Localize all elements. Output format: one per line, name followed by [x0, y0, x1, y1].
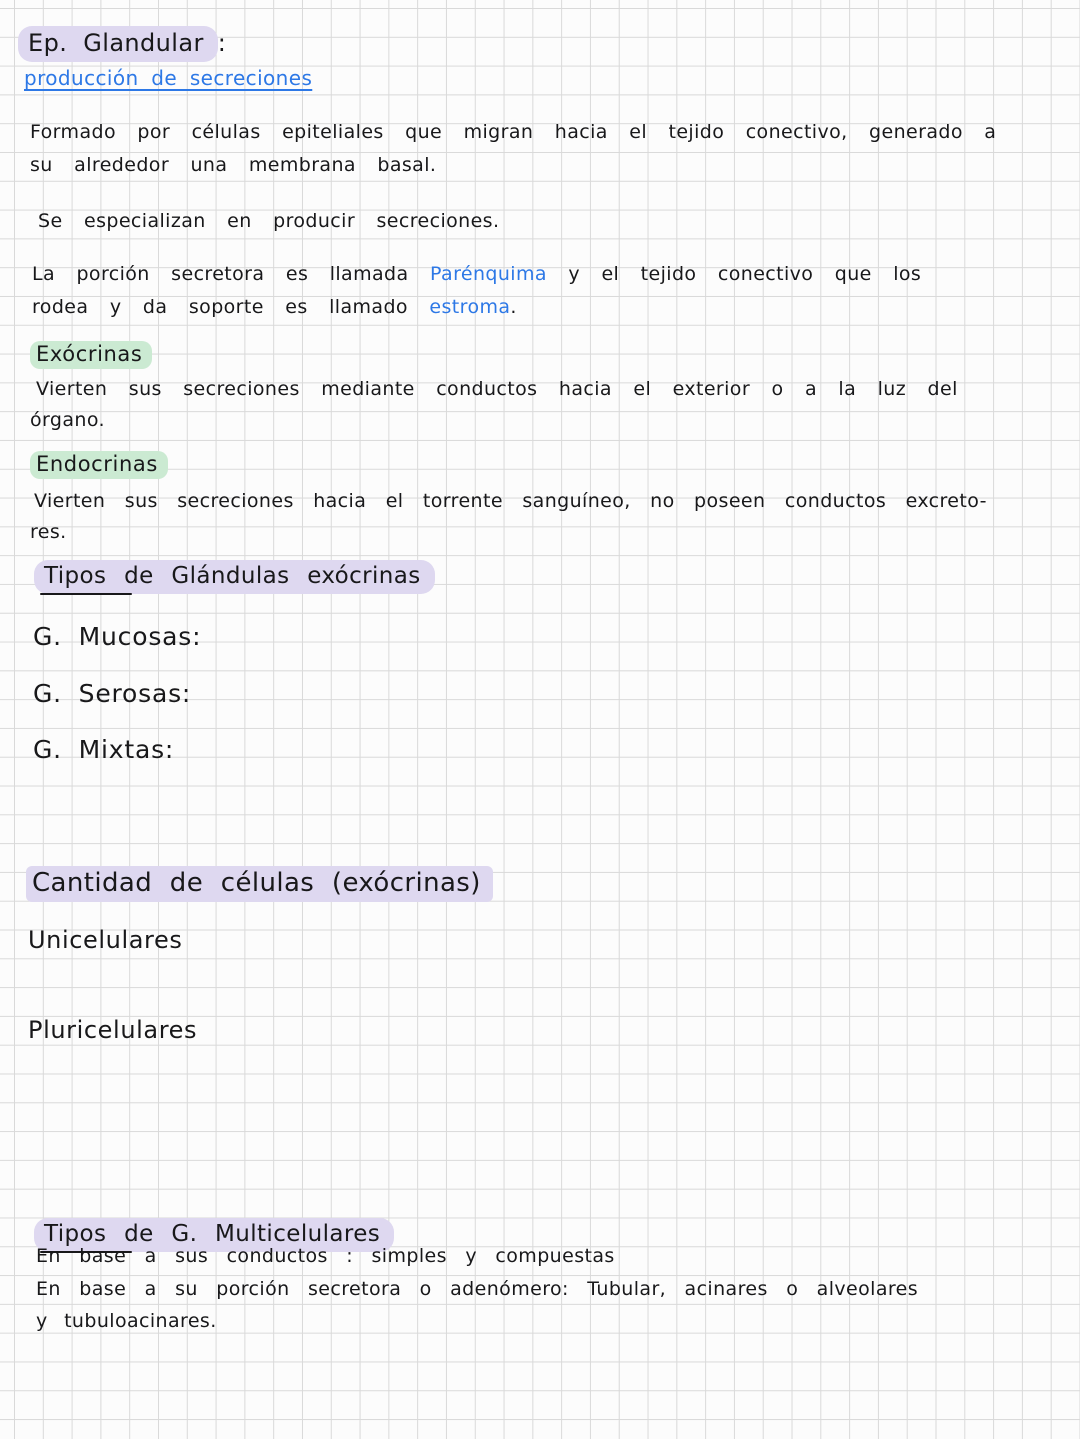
multicelulares-line-2: En base a su porción secretora o adenómero: Tubular, acinares o alveolares: [36, 1277, 919, 1300]
intro-paragraph: [30, 116, 1050, 182]
intro-line-2: su alrededor una membrana basal.: [30, 154, 437, 176]
tipos-exocrinas-heading-highlight: Tipos de Glándulas exócrinas: [34, 560, 435, 594]
cantidad-item-pluricelulares: Pluricelulares: [28, 1016, 198, 1044]
estroma-period: .: [510, 296, 517, 318]
cantidad-heading: [26, 868, 493, 898]
intro-line-1: Formado por células epiteliales que migran hacia el tejido conectivo, generado a: [30, 121, 997, 143]
endocrinas-heading: [30, 452, 168, 476]
page-title-highlight: Ep. Glandular: [18, 26, 218, 62]
parenquima-line-2: [32, 291, 1052, 324]
endocrinas-heading-highlight: Endocrinas: [30, 451, 168, 479]
endocrinas-line-1: Vierten sus secreciones hacia el torrente sanguíneo, no poseen conductos excreto-: [34, 490, 987, 512]
tipos-exocrinas-heading: [34, 560, 1080, 594]
exocrinas-line-1: Vierten sus secreciones mediante conductos hacia el exterior o a la luz del: [36, 378, 958, 400]
term-estroma: estroma: [429, 296, 511, 318]
multicelulares-line-1: En base a sus conductos : simples y compuestas: [36, 1245, 615, 1267]
parenquima-paragraph: [32, 258, 1052, 324]
term-parenquima: Parénquima: [430, 263, 547, 285]
cantidad-heading-highlight: Cantidad de células (exócrinas): [26, 866, 493, 902]
endocrinas-paragraph: [30, 486, 1064, 548]
gland-type-mixtas: G. Mixtas:: [33, 735, 175, 764]
parenquima-line-1: [32, 258, 1052, 291]
exocrinas-heading: [30, 342, 152, 366]
page-subtitle: producción de secreciones: [24, 66, 313, 90]
parenquima-line2-before: rodea y da soporte es llamado: [32, 296, 408, 318]
gland-type-mucosas: G. Mucosas:: [33, 622, 202, 651]
tipos-exocrinas-underline: [40, 593, 132, 595]
multicelulares-line-3: y tubuloacinares.: [36, 1310, 217, 1332]
exocrinas-line-2: órgano.: [30, 409, 105, 431]
parenquima-line1-after: y el tejido conectivo que los: [568, 263, 922, 285]
page-title: [18, 26, 226, 62]
exocrinas-paragraph: [30, 374, 1056, 436]
cantidad-item-unicelulares: Unicelulares: [28, 926, 183, 954]
exocrinas-heading-highlight: Exócrinas: [30, 341, 152, 369]
multicelulares-heading-highlight: Tipos de G. Multicelulares: [34, 1218, 394, 1252]
parenquima-line1-before: La porción secretora es llamada: [32, 263, 409, 285]
specialize-line: Se especializan en producir secreciones.: [38, 210, 500, 232]
endocrinas-line-2: res.: [30, 521, 67, 543]
multicelulares-paragraph: [36, 1240, 1066, 1338]
gland-type-serosas: G. Serosas:: [33, 679, 192, 708]
page-title-colon: :: [217, 29, 227, 57]
